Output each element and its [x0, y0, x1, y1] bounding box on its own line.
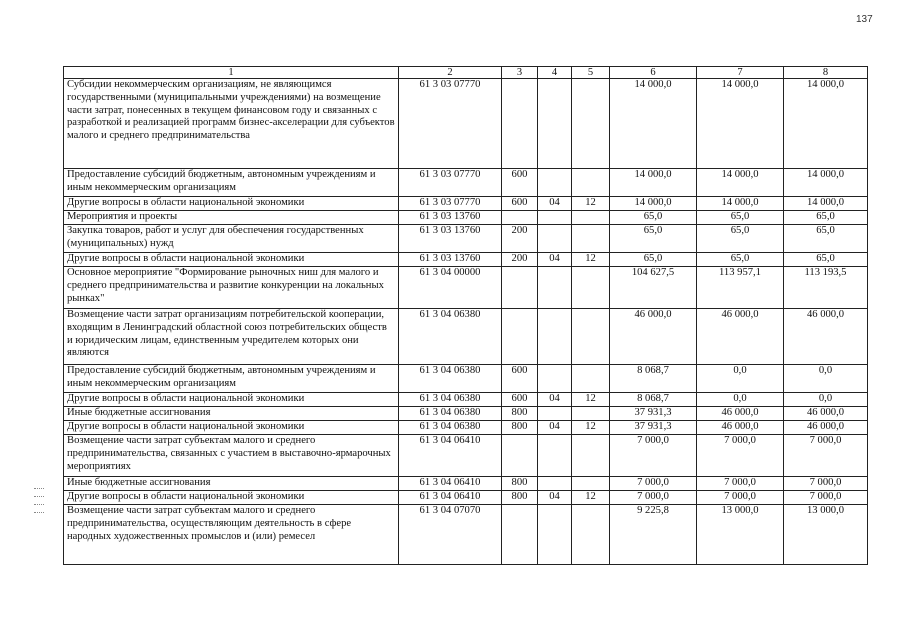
row-col4 — [538, 505, 572, 565]
row-col4 — [538, 267, 572, 309]
row-value-6: 65,0 — [610, 225, 697, 253]
row-value-6: 7 000,0 — [610, 491, 697, 505]
row-name: Другие вопросы в области национальной экономики — [64, 197, 399, 211]
row-value-6: 104 627,5 — [610, 267, 697, 309]
row-col3 — [502, 309, 538, 365]
row-value-6: 14 000,0 — [610, 197, 697, 211]
table-row — [64, 309, 868, 365]
row-value-8: 14 000,0 — [784, 169, 868, 197]
row-name: Иные бюджетные ассигнования — [64, 407, 399, 421]
table-row — [64, 267, 868, 309]
row-value-8: 13 000,0 — [784, 505, 868, 565]
row-col5: 12 — [572, 491, 610, 505]
row-value-8: 46 000,0 — [784, 407, 868, 421]
row-value-6: 9 225,8 — [610, 505, 697, 565]
row-code: 61 3 04 07070 — [399, 505, 502, 565]
row-value-6: 7 000,0 — [610, 477, 697, 491]
col-header-8: 8 — [784, 67, 868, 79]
row-value-6: 65,0 — [610, 211, 697, 225]
row-code: 61 3 04 06380 — [399, 407, 502, 421]
row-value-8: 14 000,0 — [784, 197, 868, 211]
col-header-5: 5 — [572, 67, 610, 79]
col-header-4: 4 — [538, 67, 572, 79]
row-value-7: 113 957,1 — [697, 267, 784, 309]
table-row — [64, 491, 868, 505]
row-code: 61 3 03 07770 — [399, 197, 502, 211]
row-col5: 12 — [572, 197, 610, 211]
row-value-7: 14 000,0 — [697, 197, 784, 211]
row-col4 — [538, 309, 572, 365]
table-row — [64, 407, 868, 421]
table-row — [64, 505, 868, 565]
row-col5 — [572, 365, 610, 393]
row-value-6: 37 931,3 — [610, 407, 697, 421]
row-col3: 200 — [502, 225, 538, 253]
row-code: 61 3 04 00000 — [399, 267, 502, 309]
row-value-6: 65,0 — [610, 253, 697, 267]
row-name: Возмещение части затрат организациям потребительской кооперации, входящим в Ленинградский областной союз потребительских обществ и юридическим лицам, единственным учредителем которых они являются — [64, 309, 399, 365]
row-value-7: 46 000,0 — [697, 421, 784, 435]
row-code: 61 3 03 07770 — [399, 79, 502, 169]
row-value-6: 46 000,0 — [610, 309, 697, 365]
row-value-7: 46 000,0 — [697, 407, 784, 421]
row-col5 — [572, 211, 610, 225]
row-col5 — [572, 225, 610, 253]
table-row — [64, 435, 868, 477]
row-code: 61 3 04 06380 — [399, 421, 502, 435]
table-row — [64, 211, 868, 225]
row-value-7: 46 000,0 — [697, 309, 784, 365]
table-row — [64, 169, 868, 197]
row-col3: 600 — [502, 393, 538, 407]
table-row — [64, 225, 868, 253]
row-value-8: 46 000,0 — [784, 421, 868, 435]
row-col3 — [502, 505, 538, 565]
row-col5: 12 — [572, 253, 610, 267]
row-col3 — [502, 211, 538, 225]
row-name: Основное мероприятие "Формирование рыночных ниш для малого и среднего предпринимательства и развитие конкуренции на локальных рынках" — [64, 267, 399, 309]
row-col4: 04 — [538, 253, 572, 267]
row-col4 — [538, 477, 572, 491]
row-name: Мероприятия и проекты — [64, 211, 399, 225]
row-col4: 04 — [538, 197, 572, 211]
row-col3: 600 — [502, 197, 538, 211]
row-col3: 600 — [502, 365, 538, 393]
row-value-6: 7 000,0 — [610, 435, 697, 477]
row-col3: 800 — [502, 407, 538, 421]
row-value-7: 65,0 — [697, 225, 784, 253]
row-name: Иные бюджетные ассигнования — [64, 477, 399, 491]
row-value-7: 7 000,0 — [697, 491, 784, 505]
row-value-7: 7 000,0 — [697, 477, 784, 491]
row-value-7: 0,0 — [697, 365, 784, 393]
row-name: Другие вопросы в области национальной экономики — [64, 393, 399, 407]
row-name: Другие вопросы в области национальной экономики — [64, 253, 399, 267]
row-value-7: 14 000,0 — [697, 169, 784, 197]
col-header-1: 1 — [64, 67, 399, 79]
table-row — [64, 477, 868, 491]
page-number: 137 — [856, 14, 873, 25]
row-col5 — [572, 309, 610, 365]
budget-table — [63, 66, 868, 565]
row-col4 — [538, 169, 572, 197]
row-value-7: 13 000,0 — [697, 505, 784, 565]
row-col5 — [572, 79, 610, 169]
row-value-8: 0,0 — [784, 393, 868, 407]
row-col3 — [502, 79, 538, 169]
row-col3: 800 — [502, 477, 538, 491]
row-col4 — [538, 365, 572, 393]
row-col3 — [502, 435, 538, 477]
row-col4: 04 — [538, 393, 572, 407]
row-name: Возмещение части затрат субъектам малого и среднего предпринимательства, связанных с участием в выставочно-ярмарочных мероприятиях — [64, 435, 399, 477]
row-code: 61 3 03 07770 — [399, 169, 502, 197]
row-col3: 600 — [502, 169, 538, 197]
row-col5: 12 — [572, 421, 610, 435]
row-value-6: 8 068,7 — [610, 365, 697, 393]
table-row — [64, 365, 868, 393]
row-code: 61 3 04 06410 — [399, 477, 502, 491]
row-value-8: 113 193,5 — [784, 267, 868, 309]
table-row — [64, 79, 868, 169]
row-col3 — [502, 267, 538, 309]
row-value-8: 65,0 — [784, 225, 868, 253]
row-col5 — [572, 267, 610, 309]
row-name: Закупка товаров, работ и услуг для обеспечения государственных (муниципальных) нужд — [64, 225, 399, 253]
table-row — [64, 393, 868, 407]
row-code: 61 3 03 13760 — [399, 225, 502, 253]
row-value-6: 8 068,7 — [610, 393, 697, 407]
table-row — [64, 253, 868, 267]
row-name: Предоставление субсидий бюджетным, автономным учреждениям и иным некоммерческим организациям — [64, 169, 399, 197]
row-code: 61 3 04 06410 — [399, 435, 502, 477]
row-col4: 04 — [538, 421, 572, 435]
table-row — [64, 421, 868, 435]
row-value-6: 14 000,0 — [610, 169, 697, 197]
row-col4 — [538, 407, 572, 421]
row-value-6: 37 931,3 — [610, 421, 697, 435]
row-code: 61 3 04 06410 — [399, 491, 502, 505]
row-col4 — [538, 225, 572, 253]
row-col5 — [572, 477, 610, 491]
row-value-6: 14 000,0 — [610, 79, 697, 169]
row-value-7: 65,0 — [697, 211, 784, 225]
row-value-8: 0,0 — [784, 365, 868, 393]
row-value-7: 14 000,0 — [697, 79, 784, 169]
col-header-3: 3 — [502, 67, 538, 79]
row-value-8: 65,0 — [784, 253, 868, 267]
row-name: Другие вопросы в области национальной экономики — [64, 491, 399, 505]
row-col5 — [572, 505, 610, 565]
margin-marks — [34, 488, 48, 514]
row-value-8: 7 000,0 — [784, 491, 868, 505]
header-row — [64, 67, 868, 79]
row-col3: 800 — [502, 491, 538, 505]
row-value-7: 7 000,0 — [697, 435, 784, 477]
row-code: 61 3 03 13760 — [399, 253, 502, 267]
row-name: Субсидии некоммерческим организациям, не являющимся государственными (муниципальными учреждениями) на возмещение части затрат, понесенных в текущем финансовом году и связанных с разработкой и реализацией программ бизнес-акселерации для субъектов малого и среднего предпринимательства — [64, 79, 399, 169]
col-header-6: 6 — [610, 67, 697, 79]
row-value-8: 65,0 — [784, 211, 868, 225]
row-value-8: 7 000,0 — [784, 435, 868, 477]
row-col5 — [572, 169, 610, 197]
row-col5 — [572, 435, 610, 477]
row-col3: 800 — [502, 421, 538, 435]
row-name: Возмещение части затрат субъектам малого и среднего предпринимательства, осуществляющим деятельность в сфере народных художественных промыслов и (или) ремесел — [64, 505, 399, 565]
row-value-8: 14 000,0 — [784, 79, 868, 169]
row-col4 — [538, 435, 572, 477]
row-value-7: 0,0 — [697, 393, 784, 407]
row-value-8: 46 000,0 — [784, 309, 868, 365]
row-code: 61 3 04 06380 — [399, 309, 502, 365]
row-name: Предоставление субсидий бюджетным, автономным учреждениям и иным некоммерческим организациям — [64, 365, 399, 393]
row-code: 61 3 03 13760 — [399, 211, 502, 225]
row-value-8: 7 000,0 — [784, 477, 868, 491]
row-name: Другие вопросы в области национальной экономики — [64, 421, 399, 435]
col-header-2: 2 — [399, 67, 502, 79]
row-col5: 12 — [572, 393, 610, 407]
table-row — [64, 197, 868, 211]
row-value-7: 65,0 — [697, 253, 784, 267]
row-col4 — [538, 211, 572, 225]
row-code: 61 3 04 06380 — [399, 393, 502, 407]
row-col4: 04 — [538, 491, 572, 505]
row-col5 — [572, 407, 610, 421]
col-header-7: 7 — [697, 67, 784, 79]
row-col3: 200 — [502, 253, 538, 267]
row-col4 — [538, 79, 572, 169]
row-code: 61 3 04 06380 — [399, 365, 502, 393]
